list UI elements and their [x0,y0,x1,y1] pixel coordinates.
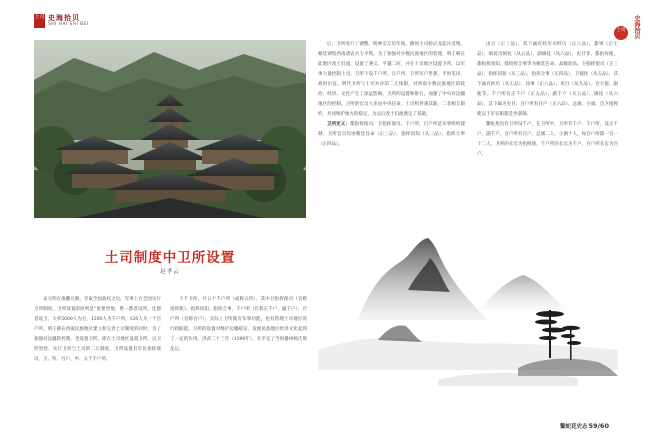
column-seal-badge: 土司 [614,26,628,40]
column-seal [614,12,642,40]
body-paragraph: 宋元明在推翻元朝、夺取全国政权之后，军事上在全国实行卫所制度。卫所设置的原则是“度要害地，系一郡者设所，连郡者设卫。大率5600人为卫，1200人为千户所，120人为一个百户所。明王朝在西南民族地区建立和完善土司制度的同时，为了加强对边疆的控制，也设置卫所，即在土司地区设置卫所，以卫所管控，实行卫所与土司的二元制度。卫所设置有军民指挥使司、卫、所、百户、中、五个千户所。 [34,297,161,362]
publication-header [34,14,88,28]
article-title: 土司制度中卫所设置 [104,250,236,266]
body-column-2 [170,295,307,407]
body-paragraph: 后，卫所进行了调整。明神宗万历年间，播州土司杨应龙起兵反叛，朝廷调集西南诸省兵力平叛。为了加强对少数民族地区的管理，明王朝在此地区改土归流，设置了遵义、平越二府，并在土司地区设置卫所，以军事力量控制土司。卫所下设千户所、百户所，卫所军户世袭，平时屯田，战时出征。明代卫所与土司并存的二元体制，对西南少数民族地区的政治、经济、文化产生了深远影响。卫所的设置和推行，加强了中央对边疆地区的控制。卫所的官员大多由中央任命，土司则世袭其职，二者相互制约，共同维护地方的稳定，为以后改土归流奠定了基础。 [318,42,465,117]
body-column-4 [477,40,618,220]
village-photo-illustration [34,40,306,218]
publication-title-en: SHI HAI SHI BEI [48,22,89,27]
publication-title-block [48,14,88,28]
magazine-name: 鳌蛇花史志 [560,424,588,430]
body-paragraph: 由卫（正三品），其下属有经历司经历（正八品），都事（正七品），镇抚司镇抚（从五品）、副镇抚（从六品），吏目等。都指挥使，都指挥同知，都指挥佥事等为朝廷任命，品级较高。卫指挥使司（正三品），指挥同知（从三品），指挥佥事（正四品），卫镇抚（从五品），其下属有经历（从七品）、知事（正八品）、吏目（从九品）、仓大使、副使等。千户所有正千户（正五品）、副千户（从五品）、镇抚（从六品），其下属为吏目；百户所有百户（正六品）、总旗、小旗。自卫指挥使以下军官职都是世袭制。 [477,42,618,117]
body-column-1 [34,295,161,407]
publication-title-cn: 史海拾贝 [48,13,80,22]
column-seal-text: 史海拾贝 [633,15,640,39]
definition-paragraph [318,120,465,150]
article-author: 赵孝云 [160,269,180,275]
body-paragraph: 鳌蛇苑也有卫所设千户，在卫所中，卫所有千户、千户所，设正千户、副千户，百户所有百户，总旗二人，小旗十人，每百户所辖一百一十二人，卫所的长官为指挥使，千户所的长官为千户，百户所长官为百户。 [477,122,618,157]
article-photo [34,40,306,218]
body-paragraph: 个千卫所，共五个千户所（或称五所），其中卫指挥使司（官称指挥使）、指挥同知、指挥佥事，千户所（官称正千户、副千户）；百户所（官称百户）。实际上卫所既有军事功能，也有管理土司地区的行政职能。卫所的设置对维护边疆稳定、发展民族地区经济文化起到了一定的作用。洪武二十三年（1390年），在平定了当时播州杨氏叛乱后， [170,297,307,352]
publication-seal: 土司 [34,14,45,28]
ink-mountains [318,200,618,422]
ink-landscape-illustration [318,200,618,422]
definition-lead: 卫所定义： [327,122,351,127]
page-footer [560,422,609,430]
definition-text: 都指挥使司，卫指挥使司，千户所，百户所是军事组织建制，卫所官员均由朝廷任命（正三品），指挥同知（从三品），指挥佥事（正四品）。 [318,122,465,147]
page-number: 59/60 [588,422,609,430]
